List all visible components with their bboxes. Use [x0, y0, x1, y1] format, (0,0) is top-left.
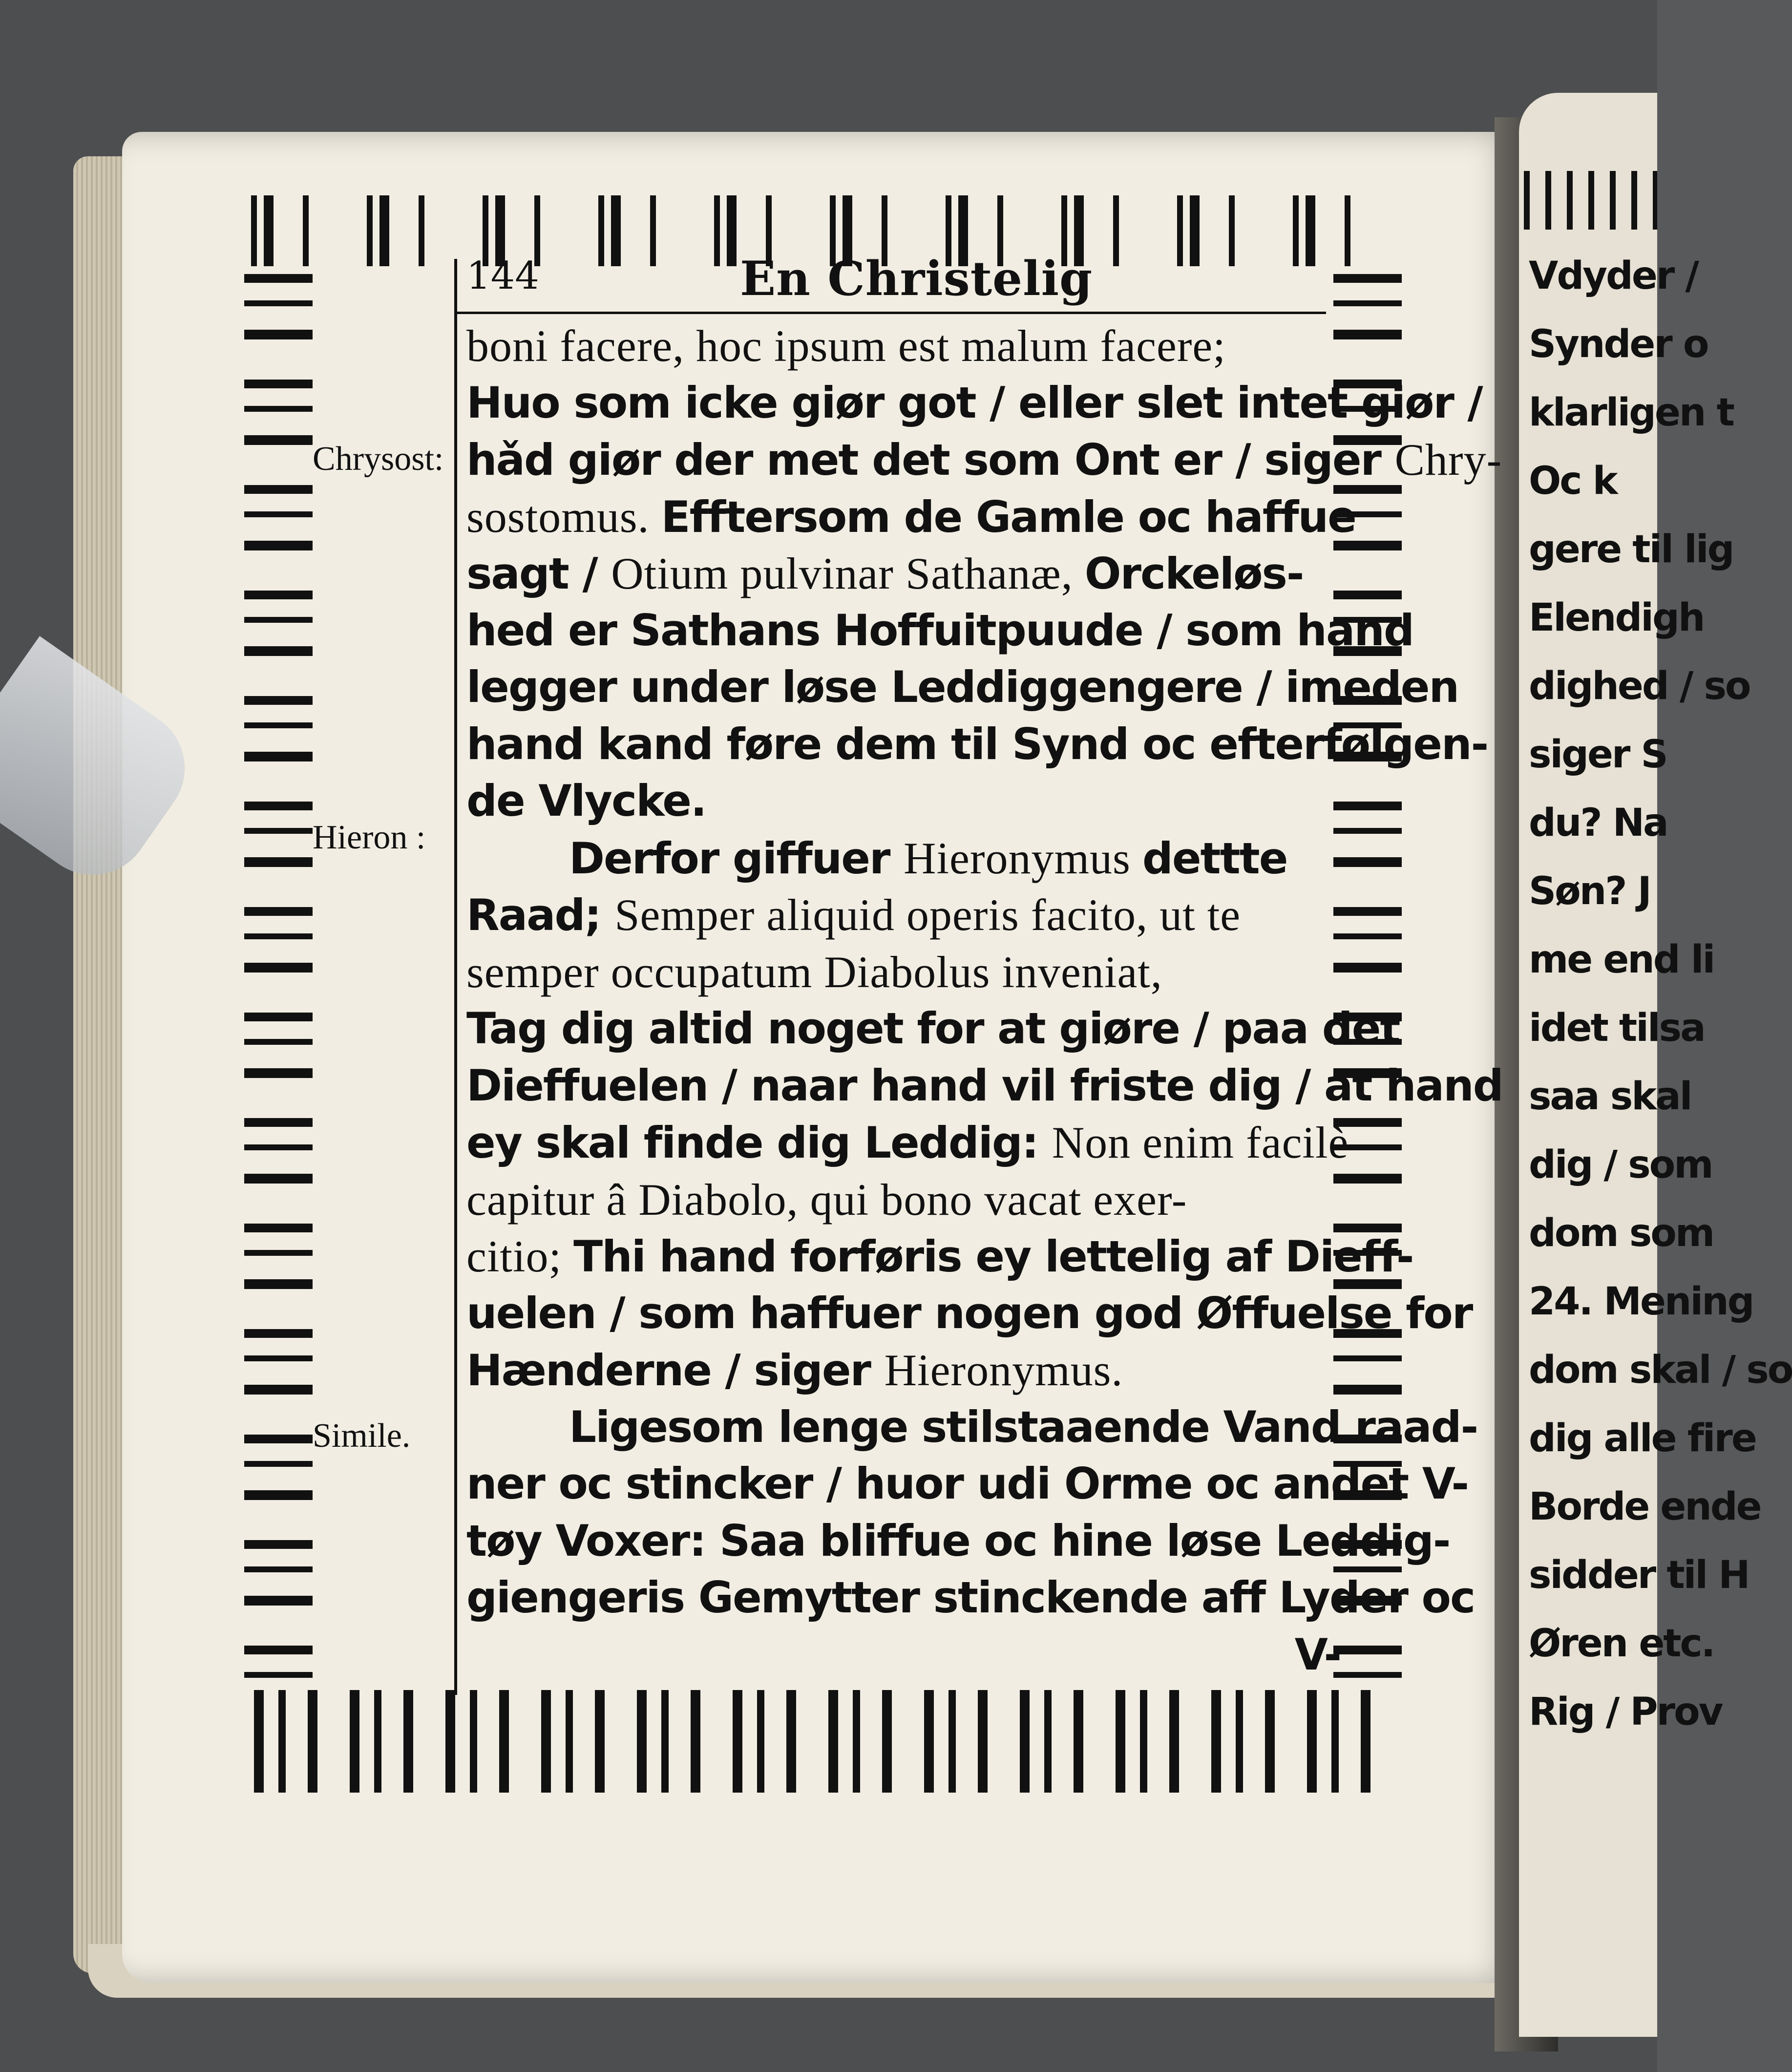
- facing-page-line: dom skal / so: [1529, 1348, 1792, 1392]
- text-line: [466, 545, 1341, 602]
- latin-text: Semper aliquid operis facito, ut te: [614, 890, 1241, 940]
- facing-page-line: dig alle fire: [1529, 1417, 1756, 1460]
- latin-text: Otium pulvinar Sathanæ,: [611, 549, 1085, 598]
- latin-text: semper occupatum Diabolus inveniat,: [466, 947, 1162, 997]
- facing-page-line: Borde ende: [1529, 1485, 1761, 1529]
- blackletter-text: uelen / som haffuer nogen god Øffuelse for: [466, 1288, 1473, 1338]
- text-line: [466, 431, 1502, 488]
- blackletter-text: hand kand føre dem til Synd oc efterfølgen-: [466, 719, 1488, 769]
- latin-text: citio;: [466, 1231, 574, 1281]
- facing-page-line: Øren etc.: [1529, 1622, 1714, 1666]
- text-line: [466, 1171, 1341, 1228]
- header-rule: [457, 312, 1326, 314]
- facing-page-line: gere til lig: [1529, 528, 1733, 571]
- blackletter-text: ey skal finde dig Leddig:: [466, 1118, 1052, 1168]
- margin-note-chrysost: Chrysost:: [313, 440, 444, 478]
- facing-page-line: idet tilsa: [1529, 1006, 1705, 1050]
- text-line: [466, 1057, 1503, 1115]
- blackletter-text: Dieffuelen / naar hand vil friste dig / at hand: [466, 1060, 1503, 1111]
- latin-text: capitur â Diabolo, qui bono vacat exer-: [466, 1174, 1187, 1225]
- margin-note-hieron: Hieron :: [313, 819, 426, 856]
- latin-text: Chry-: [1394, 435, 1502, 485]
- text-line: [466, 887, 1341, 944]
- facing-page-line: dom som: [1529, 1211, 1714, 1255]
- latin-text: sostomus.: [466, 491, 661, 542]
- blackletter-text: de Vlycke.: [466, 776, 706, 826]
- facing-page-ornament: [1519, 171, 1657, 230]
- text-line: [466, 830, 1341, 887]
- latin-text: Hieronymus: [904, 833, 1142, 883]
- blackletter-text: Raad;: [466, 890, 615, 940]
- facing-page-line: 24. Mening: [1529, 1280, 1753, 1324]
- blackletter-text: sagt /: [466, 549, 611, 599]
- facing-page-line: siger S: [1529, 733, 1667, 777]
- page-number: 144: [466, 254, 539, 298]
- ornament-bottom-band: [244, 1690, 1402, 1793]
- text-line: [466, 716, 1488, 773]
- text-line: [466, 659, 1459, 716]
- blackletter-text: giengeris Gemytter stinckende aff Lyder oc: [466, 1572, 1475, 1623]
- text-line: [466, 1342, 1341, 1399]
- text-line: [466, 1114, 1349, 1171]
- facing-page-line: Søn? J: [1529, 869, 1650, 913]
- blackletter-text: Tag dig altid noget for at giøre / paa det: [466, 1003, 1400, 1054]
- blackletter-text: Huo som icke giør got / eller slet intet giør /: [466, 377, 1482, 428]
- latin-text: Non enim facilè: [1052, 1118, 1349, 1167]
- margin-rule: [454, 259, 457, 1695]
- blackletter-text: legger under løse Leddiggengere / imeden: [466, 662, 1459, 712]
- facing-page-line: dig / som: [1529, 1143, 1712, 1187]
- text-line: [466, 1513, 1450, 1570]
- text-line: [466, 602, 1413, 659]
- text-line: [466, 1399, 1478, 1456]
- facing-page: [1519, 93, 1792, 2037]
- blackletter-text: Thi hand forføris ey lettelig af Dieff-: [573, 1231, 1413, 1282]
- blackletter-text: dettte: [1142, 833, 1287, 884]
- blackletter-text: Hænderne / siger: [466, 1345, 885, 1395]
- blackletter-text: Ligesom lenge stilstaaende Vand raad-: [569, 1401, 1478, 1452]
- text-line: [466, 1285, 1473, 1342]
- text-line: [466, 944, 1341, 1001]
- blackletter-text: Efftersom de Gamle oc haffue: [661, 491, 1356, 542]
- facing-page-line: Vdyder /: [1529, 254, 1698, 298]
- text-line: [466, 1228, 1413, 1285]
- page-header: [466, 251, 1326, 313]
- blackletter-text: V-: [1294, 1629, 1341, 1680]
- facing-page-line: me end li: [1529, 938, 1714, 982]
- text-line: [466, 375, 1482, 432]
- text-line: [466, 1456, 1469, 1513]
- margin-note-simile: Simile.: [313, 1417, 411, 1455]
- facing-page-line: saa skal: [1529, 1075, 1691, 1119]
- text-line: [466, 1000, 1400, 1057]
- text-line: [466, 1627, 1341, 1684]
- text-line: [466, 317, 1341, 375]
- latin-text: boni facere, hoc ipsum est malum facere;: [466, 321, 1226, 371]
- main-text-block: [466, 317, 1503, 1683]
- latin-text: Hieronymus.: [884, 1345, 1123, 1395]
- text-line: [466, 488, 1356, 546]
- text-line: [466, 773, 1341, 830]
- facing-page-line: sidder til H: [1529, 1553, 1749, 1597]
- facing-page-line: dighed / so: [1529, 664, 1750, 708]
- facing-page-line: Oc k: [1529, 459, 1617, 503]
- blackletter-text: Derfor giffuer: [569, 833, 904, 884]
- blackletter-text: tøy Voxer: Saa bliffue oc hine løse Leddig-: [466, 1515, 1450, 1566]
- facing-page-line: du? Na: [1529, 801, 1667, 845]
- ornament-left-band: [244, 266, 313, 1690]
- facing-page-line: klarligen t: [1529, 391, 1733, 435]
- blackletter-text: ner oc stincker / huor udi Orme oc andet V-: [466, 1459, 1469, 1509]
- running-head: En Christelig: [740, 251, 1093, 306]
- facing-page-line: Synder o: [1529, 322, 1708, 366]
- blackletter-text: hed er Sathans Hoffuitpuude / som hand: [466, 605, 1413, 655]
- facing-page-line: Elendigh: [1529, 596, 1704, 640]
- blackletter-text: Orckeløs-: [1084, 549, 1304, 599]
- text-line: [466, 1569, 1475, 1627]
- blackletter-text: hǎd giør der met det som Ont er / siger: [466, 435, 1395, 485]
- facing-page-line: Rig / Prov: [1529, 1690, 1722, 1734]
